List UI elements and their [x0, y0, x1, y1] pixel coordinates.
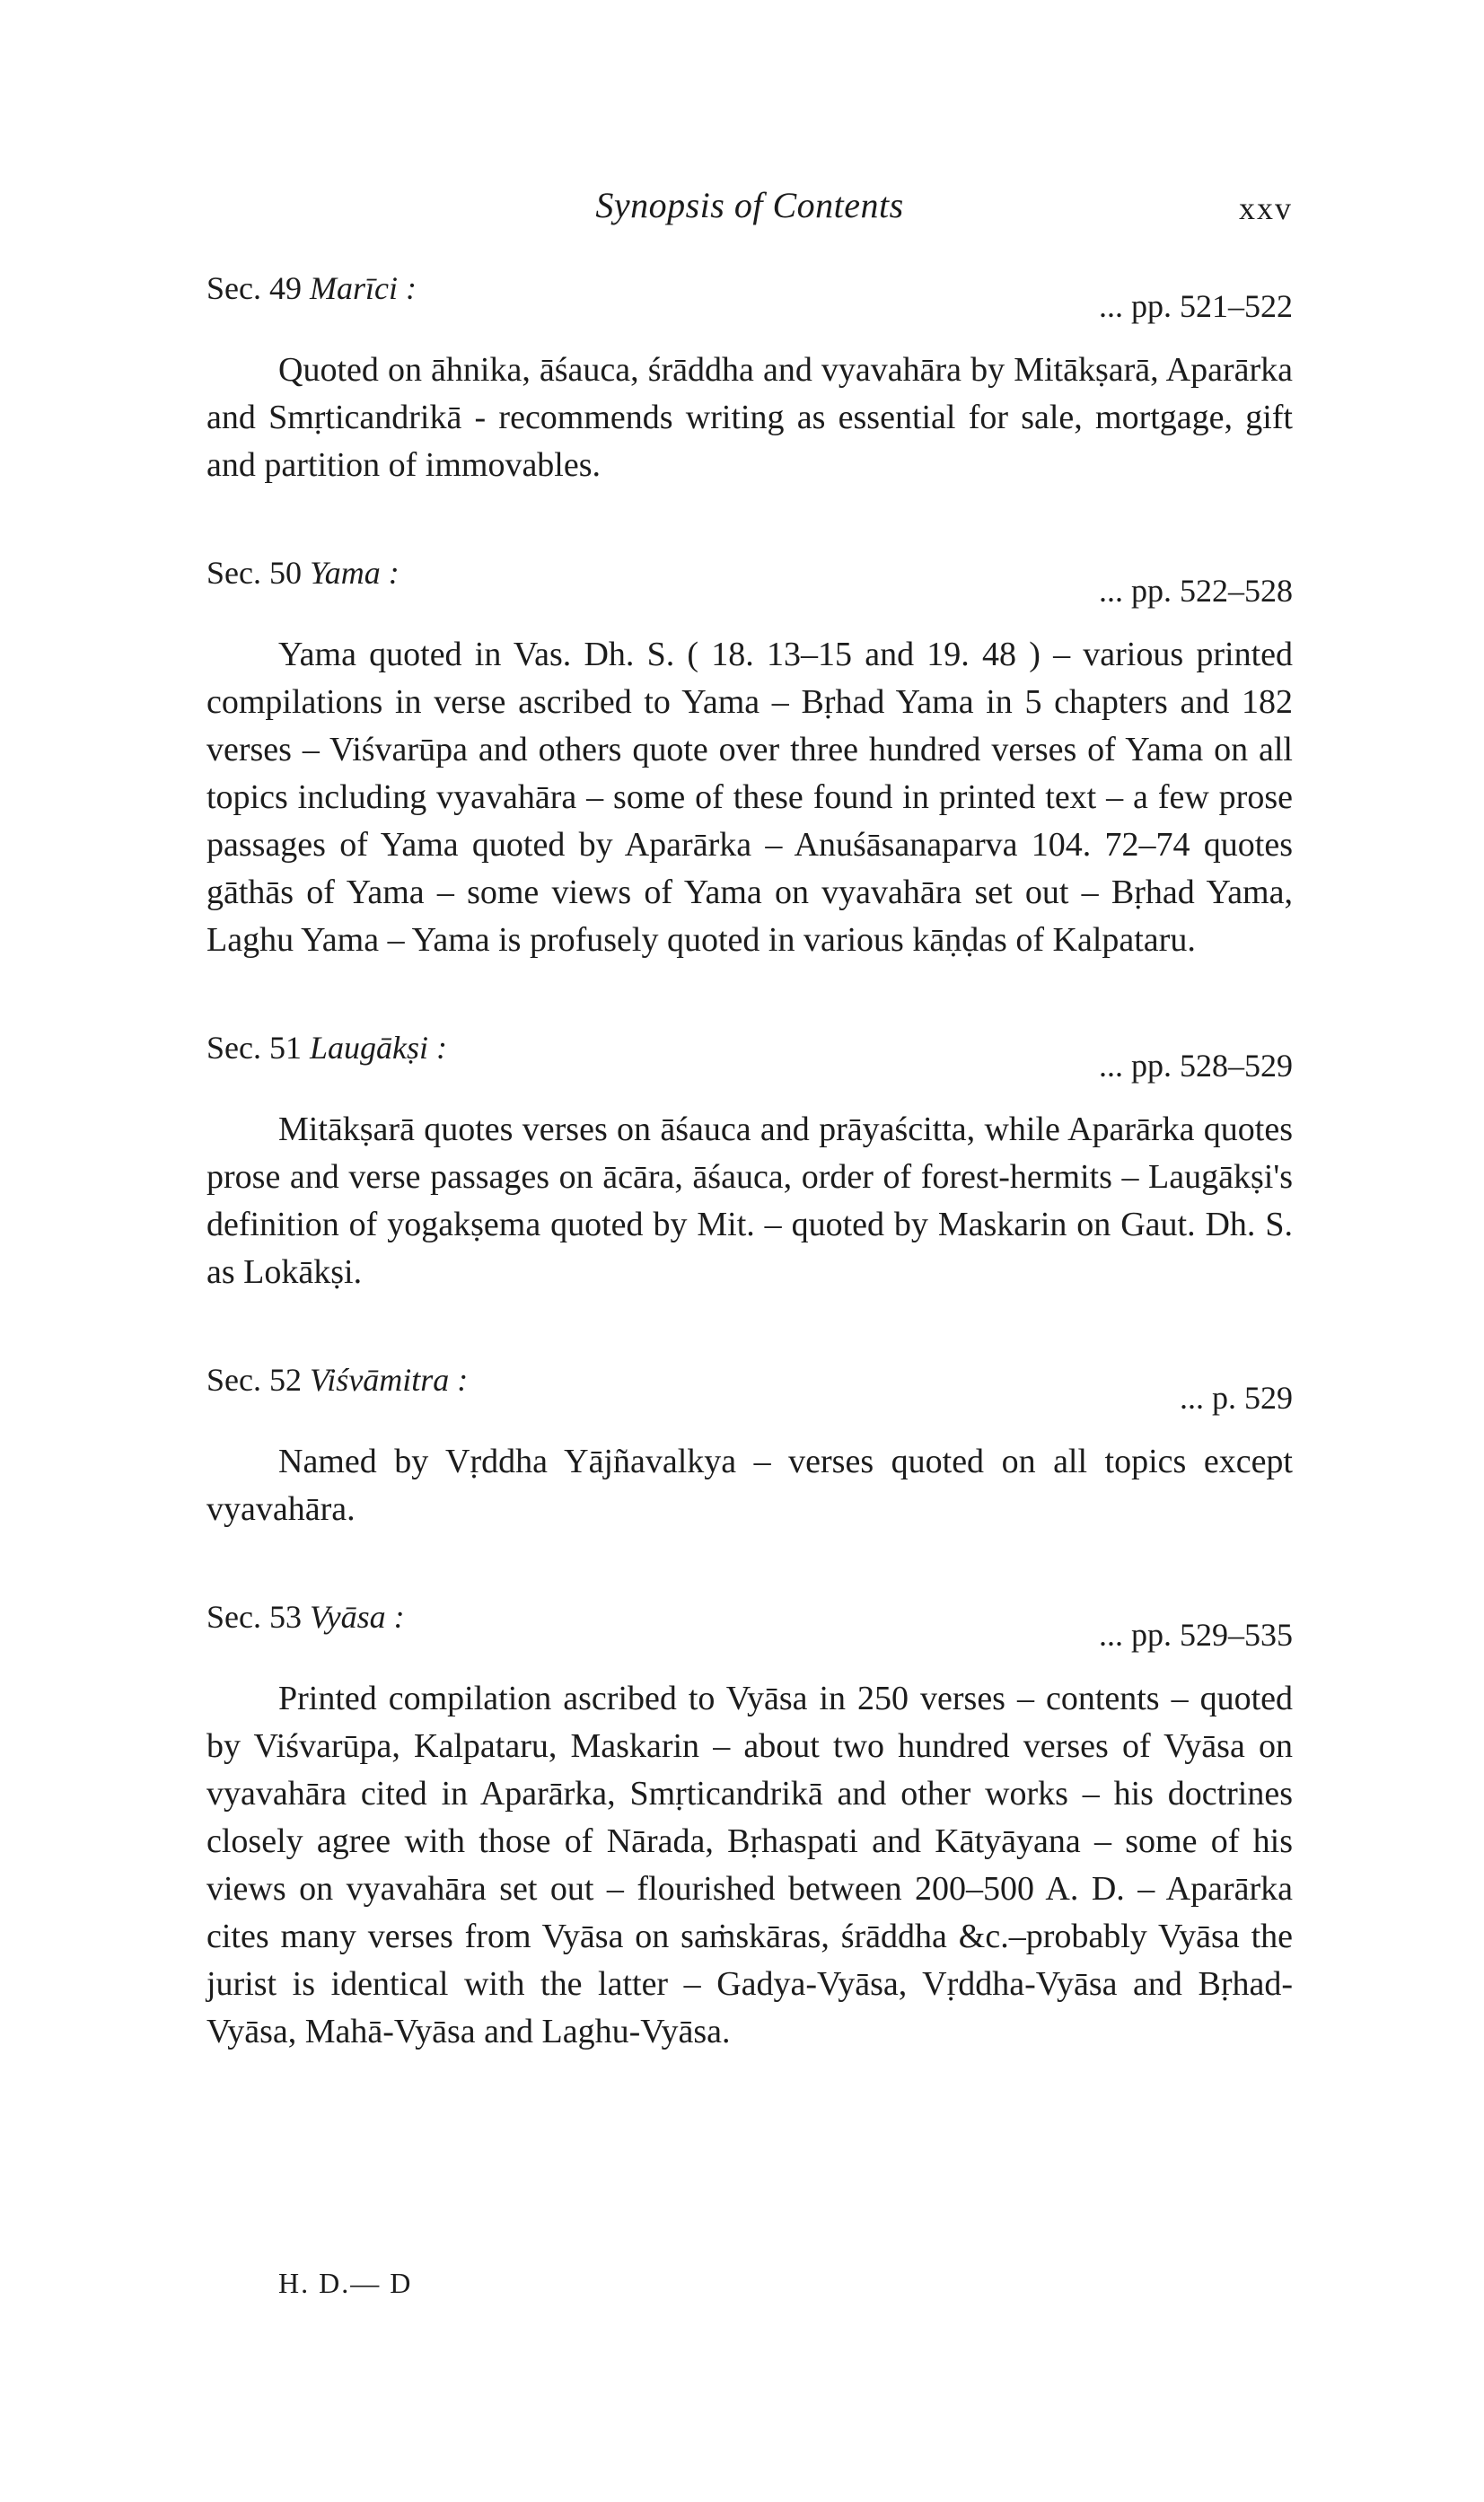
section-number: Sec. 51	[206, 1030, 302, 1066]
synopsis-content	[206, 269, 1293, 2120]
section-label	[206, 269, 417, 307]
section-body: Printed compilation ascribed to Vyāsa in 250 verses – contents – quoted by Viśvarūpa, Kalpataru, Maskarin – about two hundred verses of Vyāsa on vyavahāra cited in Aparārka, Smṛticandrikā and other works – his doctrines closely agree with those of Nārada, Bṛhaspati and Kātyāyana – some of his views on vyavahāra set out – flourished between 200–500 A. D. – Aparārka cites many verses from Vyāsa on saṁskāras, śrāddha &c.–probably Vyāsa the jurist is identical with the latter – Gadya-Vyāsa, Vṛddha-Vyāsa and Bṛhad-Vyāsa, Mahā-Vyāsa and Laghu-Vyāsa.	[206, 1680, 1293, 2050]
page-number: xxv	[1239, 190, 1293, 226]
section-number: Sec. 50	[206, 555, 302, 591]
section-number: Sec. 52	[206, 1362, 302, 1398]
section-label	[206, 1598, 405, 1636]
section-pages: ... pp. 522–528	[1099, 573, 1293, 609]
section-50	[206, 554, 1293, 964]
section-51	[206, 1029, 1293, 1296]
section-label	[206, 1361, 468, 1399]
section-heading	[206, 269, 1293, 347]
section-label	[206, 1029, 447, 1067]
section-53	[206, 1598, 1293, 2056]
section-name: Vyāsa :	[309, 1599, 405, 1635]
section-heading	[206, 1361, 1293, 1438]
running-title: Synopsis of Contents	[595, 185, 904, 225]
section-body: Named by Vṛddha Yājñavalkya – verses quoted on all topics except vyavahāra.	[206, 1443, 1293, 1528]
section-number: Sec. 53	[206, 1599, 302, 1635]
section-52	[206, 1361, 1293, 1533]
section-label	[206, 554, 400, 592]
section-body: Mitākṣarā quotes verses on āśauca and prāyaścitta, while Aparārka quotes prose and verse passages on ācāra, āśauca, order of forest-hermits – Laugākṣi's definition of yogakṣema quoted by Mit. – quoted by Maskarin on Gaut. Dh. S. as Lokākṣi.	[206, 1111, 1293, 1291]
section-pages: ... pp. 521–522	[1099, 288, 1293, 324]
section-pages: ... p. 529	[1180, 1380, 1293, 1416]
section-49	[206, 269, 1293, 489]
section-name: Viśvāmitra :	[309, 1362, 469, 1398]
printer-signature-mark: H. D.— D	[278, 2267, 413, 2299]
section-name: Yama :	[309, 555, 400, 591]
page-header	[206, 184, 1293, 238]
section-pages: ... pp. 529–535	[1099, 1617, 1293, 1653]
section-body: Quoted on āhnika, āśauca, śrāddha and vyavahāra by Mitākṣarā, Aparārka and Smṛticandrikā - recommends writing as essential for sale, mortgage, gift and partition of immovables.	[206, 351, 1293, 484]
section-heading	[206, 554, 1293, 631]
section-heading	[206, 1029, 1293, 1106]
section-pages: ... pp. 528–529	[1099, 1048, 1293, 1084]
section-name: Marīci :	[309, 270, 417, 306]
section-number: Sec. 49	[206, 270, 302, 306]
section-name: Laugākṣi :	[309, 1030, 447, 1066]
section-heading	[206, 1598, 1293, 1675]
section-body: Yama quoted in Vas. Dh. S. ( 18. 13–15 and 19. 48 ) – various printed compilations in verse ascribed to Yama – Bṛhad Yama in 5 chapters and 182 verses – Viśvarūpa and others quote over three hundred verses of Yama on all topics including vyavahāra – some of these found in printed text – a few prose passages of Yama quoted by Aparārka – Anuśāsanaparva 104. 72–74 quotes gāthās of Yama – some views of Yama on vyavahāra set out – Bṛhad Yama, Laghu Yama – Yama is profusely quoted in various kāṇḍas of Kalpataru.	[206, 636, 1293, 959]
